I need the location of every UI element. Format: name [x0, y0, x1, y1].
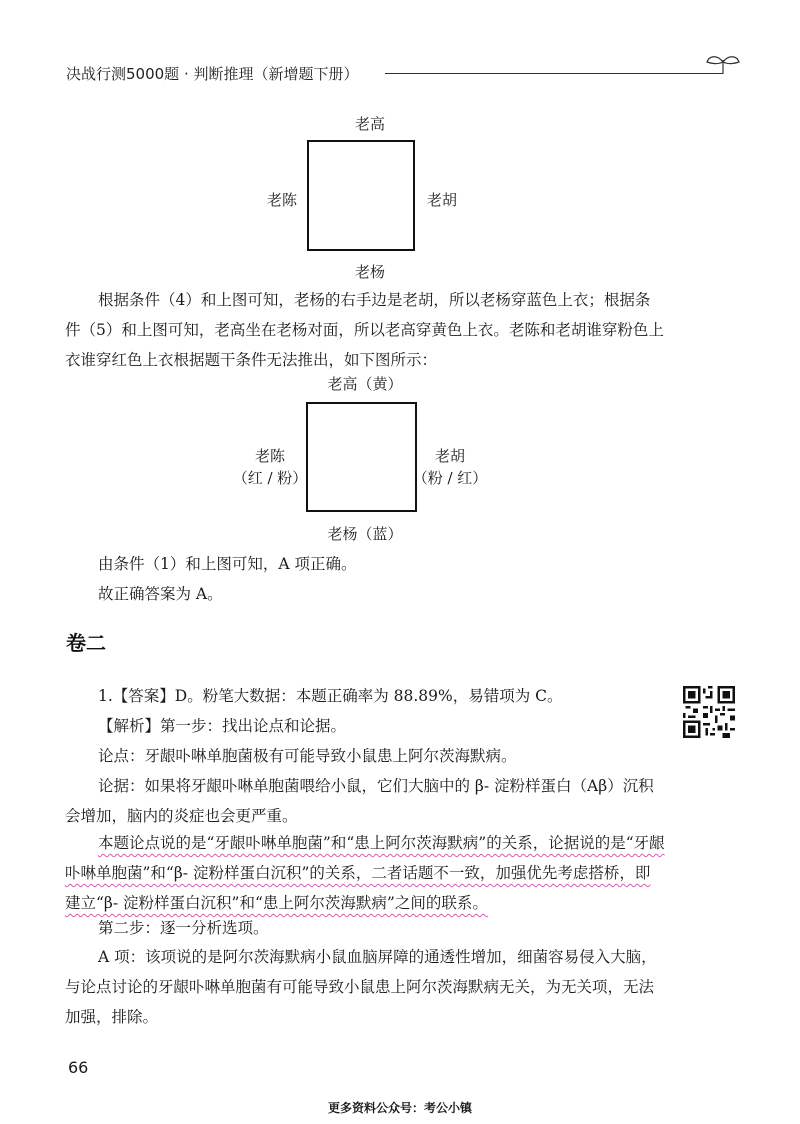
q1-analysis-label: 【解析】 [98, 717, 161, 735]
paragraph-answer: 故正确答案为 A。 [98, 585, 223, 603]
diagram2-right-color: （粉 / 红） [412, 468, 488, 487]
q1-highlight [65, 828, 665, 918]
diagram2-left-color: （红 / 粉） [232, 468, 308, 487]
q1-argument: 论点：牙龈卟啉单胞菌极有可能导致小鼠患上阿尔茨海默病。 [98, 747, 517, 765]
q1-answer-prefix: 1.【答案】 [98, 687, 175, 705]
q1-highlight-text: 本题论点说的是“牙龈卟啉单胞菌”和“患上阿尔茨海默病”的关系，论据说的是“牙龈卟啉单胞菌”和“β- 淀粉样蛋白沉积”的关系，二者话题不一致，加强优先考虑搭桥，即建立“β- 淀粉样蛋白沉积”和“患上阿尔茨海默病”之间的联系。 [65, 834, 665, 912]
diagram1-top-label: 老高 [354, 115, 385, 133]
section-title: 卷二 [66, 631, 106, 655]
footer-note: 更多资料公众号：考公小镇 [327, 1101, 472, 1115]
q1-evidence: 论据：如果将牙龈卟啉单胞菌喂给小鼠，它们大脑中的 β- 淀粉样蛋白（Aβ）沉积会增加，脑内的炎症也会更严重。 [65, 777, 654, 825]
diagram2-right-label [412, 446, 488, 490]
sprout-icon [703, 52, 743, 76]
header-rule [385, 73, 723, 74]
diagram2-bottom-label: 老杨（蓝） [327, 525, 403, 543]
diagram1-left-label: 老陈 [266, 191, 297, 209]
q1-answer-line [65, 681, 665, 711]
diagram2-left-label [232, 446, 308, 490]
diagram1-bottom-label: 老杨 [354, 263, 385, 281]
diagram2-left-name: 老陈 [254, 447, 285, 465]
diagram2-top-label: 老高（黄） [327, 375, 403, 393]
diagram2-right-name: 老胡 [434, 447, 465, 465]
q1-step2: 第二步：逐一分析选项。 [98, 919, 269, 937]
q1-answer-text: D。粉笔大数据：本题正确率为 88.89%，易错项为 C。 [174, 687, 563, 705]
paragraph-conditions: 根据条件（4）和上图可知，老杨的右手边是老胡，所以老杨穿蓝色上衣；根据条件（5）和上图可知，老高坐在老杨对面，所以老高穿黄色上衣。老陈和老胡谁穿粉色上衣谁穿红色上衣根据题干条件无法推出，如下图所示： [65, 291, 664, 369]
diagram2-table [306, 402, 417, 512]
qr-code-icon[interactable] [683, 686, 735, 738]
q1-analysis-line [65, 711, 665, 741]
header-title: 决战行测5000题 · 判断推理（新增题下册） [66, 65, 359, 83]
paragraph-conclusion: 由条件（1）和上图可知，A 项正确。 [98, 555, 357, 573]
q1-step1: 第一步：找出论点和论据。 [160, 717, 347, 735]
page-number: 66 [68, 1058, 89, 1077]
diagram1-right-label: 老胡 [426, 191, 457, 209]
diagram1-table [307, 140, 415, 251]
q1-option-a: A 项：该项说的是阿尔茨海默病小鼠血脑屏障的通透性增加，细菌容易侵入大脑，与论点讨论的牙龈卟啉单胞菌有可能导致小鼠患上阿尔茨海默病无关，为无关项，无法加强，排除。 [65, 948, 657, 1026]
